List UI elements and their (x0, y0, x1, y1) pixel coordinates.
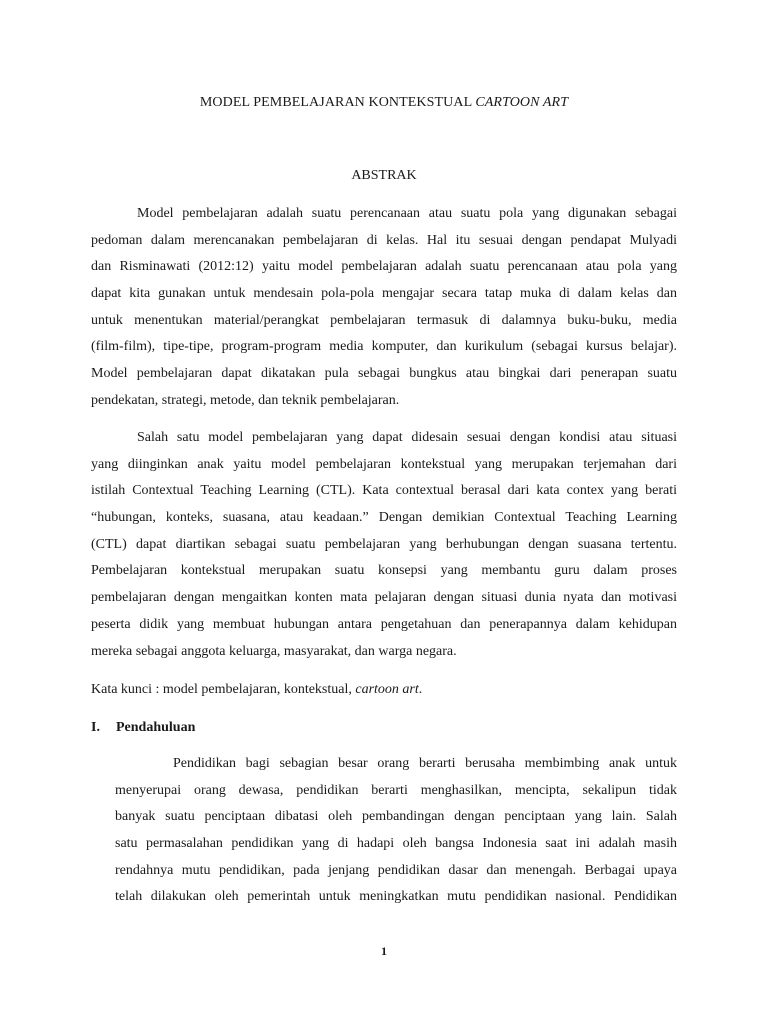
keywords-line (91, 680, 422, 700)
paragraph-line: pembelajaran dengan mengaitkan konten mata pelajaran dengan situasi dunia nyata dan motivasi (91, 590, 677, 606)
paragraph-line: dapat kita gunakan untuk mendesain pola-pola mengajar secara tatap muka di dalam kelas dan (91, 286, 677, 302)
paragraph-line: Pembelajaran kontekstual merupakan suatu konsepsi yang membantu guru dalam proses (91, 563, 677, 579)
paragraph-line: banyak suatu penciptaan dibatasi oleh pembandingan dengan penciptaan yang lain. Salah (115, 809, 677, 825)
paragraph-line: pendekatan, strategi, metode, dan teknik pembelajaran. (91, 392, 400, 408)
paragraph-line: satu permasalahan pendidikan yang di hadapi oleh bangsa Indonesia saat ini adalah masih (115, 836, 677, 852)
keywords-text: Kata kunci : model pembelajaran, kontekstual, (91, 682, 356, 697)
paragraph-line: Model pembelajaran dapat dikatakan pula sebagai bungkus atau bingkai dari penerapan suatu (91, 366, 677, 382)
paragraph-line: Pendidikan bagi sebagian besar orang berarti berusaha membimbing anak untuk (173, 756, 677, 771)
abstract-heading: ABSTRAK (351, 168, 417, 183)
paragraph-line: telah dilakukan oleh pemerintah untuk meningkatkan mutu pendidikan nasional. Pendidikan (115, 889, 677, 905)
paragraph-line: Salah satu model pembelajaran yang dapat didesain sesuai dengan kondisi atau situasi (137, 430, 677, 445)
paragraph-line: untuk menentukan material/perangkat pembelajaran termasuk di dalamnya buku-buku, media (91, 312, 677, 328)
paragraph-line: peserta didik yang membuat hubungan antara pengetahuan dan penerapannya dalam kehidupan (91, 616, 677, 632)
paragraph-line: (film-film), tipe-tipe, program-program media komputer, dan kurikulum (sebagai kursus belajar). (91, 339, 677, 355)
document-title (0, 94, 768, 112)
paragraph-line: (CTL) dapat diartikan sebagai suatu pembelajaran yang berhubungan dengan suasana tertentu. (91, 536, 677, 552)
paragraph-line: Model pembelajaran adalah suatu perencanaan atau suatu pola yang digunakan sebagai (137, 206, 677, 221)
paragraph-line: rendahnya mutu pendidikan, pada jenjang pendidikan dasar dan menengah. Berbagai upaya (115, 862, 677, 878)
paragraph-line: menyerupai orang dewasa, pendidikan berarti menghasilkan, mencipta, sekalipun tidak (115, 782, 677, 798)
paragraph-line: dan Risminawati (2012:12) yaitu model pembelajaran adalah suatu perencanaan atau pola yang (91, 259, 677, 275)
paragraph-line: pedoman dalam merencanakan pembelajaran di kelas. Hal itu sesuai dengan pendapat Mulyadi (91, 232, 677, 248)
section-heading (91, 718, 195, 738)
section-title: Pendahuluan (116, 720, 196, 735)
paragraph-line: istilah Contextual Teaching Learning (CTL). Kata contextual berasal dari kata contex yang berati (91, 483, 677, 499)
section-paragraph-1 (115, 751, 677, 911)
section-number: I. (91, 720, 100, 735)
abstract-paragraph-1 (91, 201, 677, 415)
paragraph-line: yang diinginkan anak yaitu model pembelajaran kontekstual yang merupakan terjemahan dari (91, 456, 677, 472)
keywords-italic: cartoon art (355, 682, 419, 697)
title-italic: CARTOON ART (475, 95, 569, 110)
paragraph-line: mereka sebagai anggota keluarga, masyarakat, dan warga negara. (91, 643, 457, 659)
keywords-end: . (418, 682, 423, 697)
title-main: MODEL PEMBELAJARAN KONTEKSTUAL (199, 95, 476, 110)
page-number: 1 (381, 944, 387, 958)
paragraph-line: “hubungan, konteks, suasana, atau keadaan.” Dengan demikian Contextual Teaching Learning (91, 510, 677, 526)
abstract-paragraph-2 (91, 425, 677, 665)
